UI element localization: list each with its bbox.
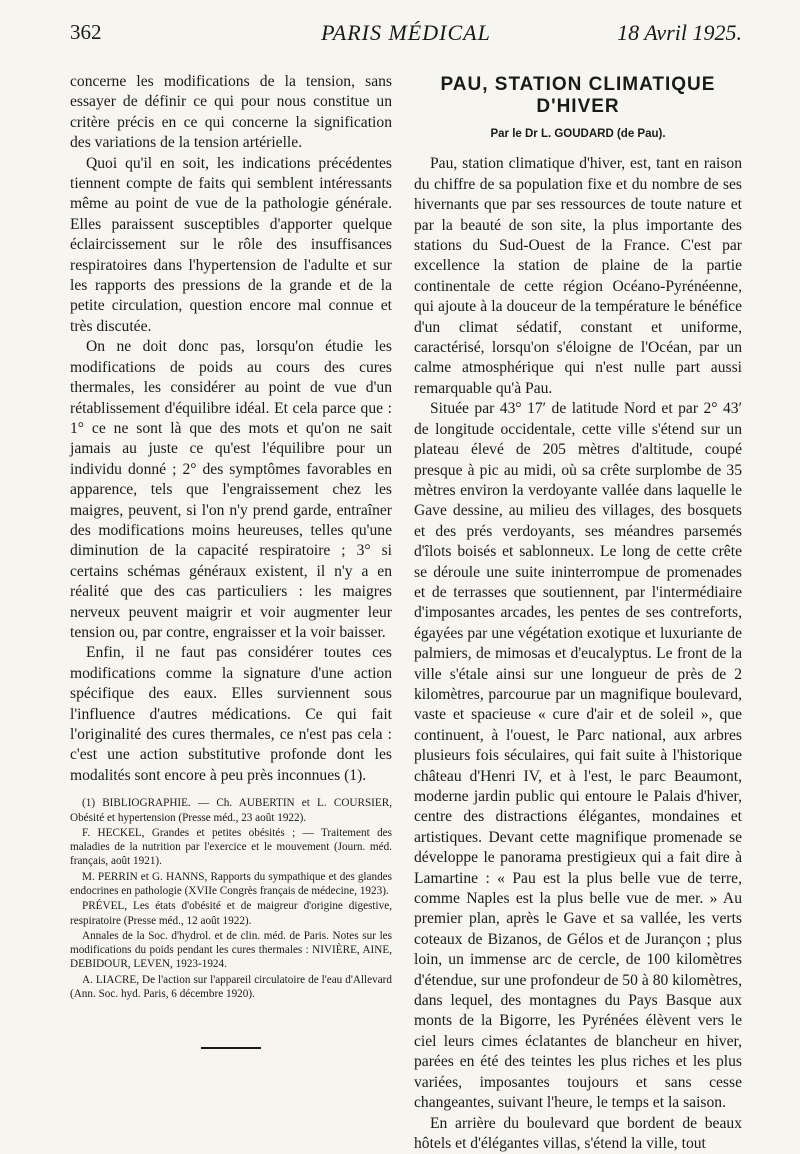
footnotes <box>70 796 392 1001</box>
paragraph: Enfin, il ne faut pas considérer toutes ces modifications comme la signature d'une action spécifique des eaux. Elles surviennent sous l'influence d'autres médications. Ce qui fait l'originalité des cures thermales, ce n'est pas cela : c'est une action substitutive profonde dont les modalités sont encore à peu près inconnues (1). <box>70 643 392 786</box>
footnote: Annales de la Soc. d'hydrol. et de clin. méd. de Paris. Notes sur les modifications du poids pendant les cures thermales : NIVIÈRE, AINE, DEBIDOUR, LEVEN, 1923-1924. <box>70 929 392 972</box>
section-divider <box>201 1047 261 1049</box>
footnote: F. HECKEL, Grandes et petites obésités ; — Traitement des maladies de la nutrition par l'exercice et le mouvement (Journ. méd. français, août 1921). <box>70 826 392 869</box>
paragraph: Située par 43° 17′ de latitude Nord et par 2° 43′ de longitude occidentale, cette ville s'étend sur un plateau élevé de 205 mètres d'altitude, coupé presque à pic au midi, où sa crête surplombe de 35 mètres environ la verdoyante vallée dans laquelle le Gave dessine, au milieu des villages, des bosquets et des prés verdoyants, ses méandres parsemés d'îlots boisés et sablonneux. Le long de cette crête se déroule une suite ininterrompue de promenades et de terrasses que soutiennent, par l'intermédiaire d'imposantes arcades, les pentes de ses contreforts, égayées par une végétation exotique et luxuriante de palmiers, de mimosas et d'eucalyptus. Le front de la ville s'étale ainsi sur une longueur de près de 2 kilomètres, parcourue par un magnifique boulevard, vaste et spacieuse « cure d'air et de soleil », que continuent, à l'ouest, le Parc national, aux arbres plusieurs fois séculaires, qui fait suite à l'historique château d'Henri IV, et à l'est, le parc Beaumont, moderne jardin public qui entoure le Palais d'hiver, centre des distractions élégantes, mondaines et artistiques. Devant cette magnifique promenade se développe le panorama prestigieux qui a fait dire à Lamartine : « Pau est la plus belle vue de terre, comme Naples est la plus belle vue de mer. » Au premier plan, après le Gave et sa vallée, les verts coteaux de Bizanos, de Gélos et de Jurançon ; plus loin, un immense arc de cercle, de 100 kilomètres d'étendue, sur une profondeur de 50 à 80 kilomètres, dans lequel, des montagnes du Pays Basque aux monts de la Bigorre, les Pyrénées élèvent vers le ciel leurs cimes éclatantes de blancheur en hiver, parées en été des teintes les plus riches et les plus variées, imposantes toujours et sans cesse changeantes, suivant l'heure, le temps et la saison. <box>414 399 742 1113</box>
page-header <box>70 14 742 48</box>
footnote: (1) BIBLIOGRAPHIE. — Ch. AUBERTIN et L. COURSIER, Obésité et hypertension (Presse méd., 23 août 1922). <box>70 796 392 825</box>
footnote: A. LIACRE, De l'action sur l'appareil circulatoire de l'eau d'Allevard (Ann. Soc. hyd. Paris, 6 décembre 1920). <box>70 973 392 1002</box>
paragraph: On ne doit donc pas, lorsqu'on étudie les modifications de poids au cours des cures thermales, les considérer au point de vue d'un rétablissement d'équilibre idéal. Et cela parce que : 1° ce ne sont là que des mots et qu'on ne sait jamais au juste ce qu'est l'équilibre pour un individu donné ; 2° des symptômes favorables en apparence, tels que l'engraissement chez les maigres, peuvent, si l'on n'y prend garde, entraîner des modifications moins heureuses, telles qu'une diminution de la capacité respiratoire ; 3° si certains schémas généraux existent, il n'y a en réalité que des cas particuliers : les maigres nerveux peuvent maigrir et voir augmenter leur tension ou, par contre, engraisser et la voir baisser. <box>70 337 392 643</box>
paragraph: Quoi qu'il en soit, les indications précédentes tiennent compte de faits qui semblent intéressants même au point de vue de la pathologie générale. Elles paraissent susceptibles d'apporter quelque éclaircissement sur le rôle des insuffisances respiratoires dans l'hypertension de l'adulte et sur les rapports des pressions de la grande et de la petite circulation, question encore mal connue et très discutée. <box>70 154 392 338</box>
right-column <box>414 72 742 1154</box>
footnote: PRÉVEL, Les états d'obésité et de maigreur d'origine digestive, respiratoire (Presse méd., 12 août 1922). <box>70 899 392 928</box>
issue-date: 18 Avril 1925. <box>617 20 742 46</box>
footnote: M. PERRIN et G. HANNS, Rapports du sympathique et des glandes endocrines en pathologie (XVIIe Congrès français de médecine, 1923). <box>70 870 392 899</box>
paragraph: Pau, station climatique d'hiver, est, tant en raison du chiffre de sa population fixe et du nombre de ses hivernants que par ses ressources de toute nature et par la beauté de son site, la plus importante des stations du Sud-Ouest de la France. C'est par excellence la station de plaine de la partie continentale de cette région Océano-Pyrénéenne, qui ajoute à la douceur de la température le bénéfice d'un climat sédatif, constant et uniforme, caractérisé, lorsqu'on s'éloigne de l'Océan, par un calme atmosphérique qui n'est nulle part aussi remarquable qu'à Pau. <box>414 154 742 399</box>
article-byline: Par le Dr L. GOUDARD (de Pau). <box>414 124 742 144</box>
paragraph: concerne les modifications de la tension, sans essayer de définir ce qui pour nous constitue un critère précis en ce qui concerne la signification des variations de la tension artérielle. <box>70 72 392 154</box>
page-number: 362 <box>70 20 102 45</box>
journal-title: PARIS MÉDICAL <box>70 20 742 46</box>
article-title: PAU, STATION CLIMATIQUE D'HIVER <box>414 74 742 118</box>
left-column <box>70 72 392 1049</box>
paragraph: En arrière du boulevard que bordent de beaux hôtels et d'élégantes villas, s'étend la ville, tout <box>414 1114 742 1154</box>
